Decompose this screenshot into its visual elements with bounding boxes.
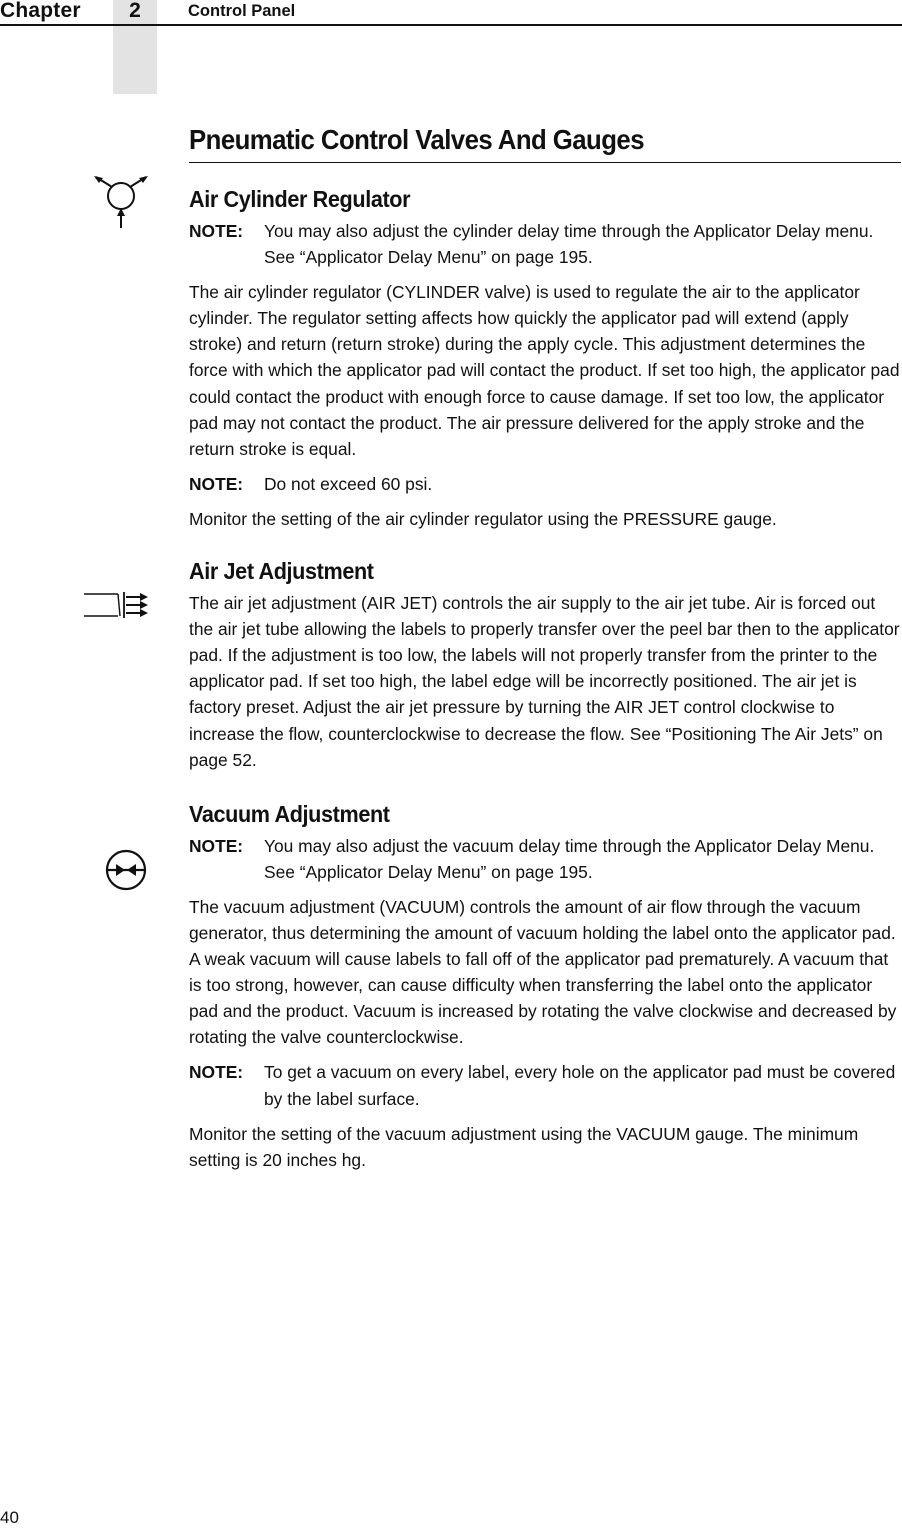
regulator-icon: [92, 172, 152, 230]
page-number: 40: [0, 1508, 19, 1527]
section-vacuum-adjustment: [189, 799, 901, 1173]
section-heading: Air Jet Adjustment: [189, 558, 374, 585]
note-text: To get a vacuum on every label, every hole on the applicator pad must be covered by the label surface.: [264, 1062, 896, 1109]
section-heading: Vacuum Adjustment: [189, 800, 390, 827]
section-air-cylinder-regulator: [189, 184, 901, 532]
note-text: Do not exceed 60 psi.: [264, 473, 433, 494]
chapter-label: Chapter: [0, 0, 81, 22]
note: [189, 1059, 901, 1111]
body-paragraph: Monitor the setting of the air cylinder regulator using the PRESSURE gauge.: [189, 508, 777, 529]
body-paragraph: The vacuum adjustment (VACUUM) controls the amount of air flow through the vacuum generator, thus determining the amount of vacuum holding the label onto the applicator pad. A weak vacuum will cause labels to fall off of the applicator pad prematurely. A vacuum that is too strong, however, can cause difficulty when transferring the label onto the applicator pad and the product. Vacuum is increased by rotating the valve clockwise and decreased by rotating the valve counterclockwise.: [189, 896, 897, 1048]
note: [189, 218, 901, 270]
section-heading: Air Cylinder Regulator: [189, 186, 411, 212]
note-label: NOTE:: [189, 1062, 244, 1083]
note: [189, 833, 901, 885]
page-title: Pneumatic Control Valves And Gauges: [189, 124, 644, 155]
section-title: Control Panel: [188, 2, 296, 20]
body-paragraph: The air jet adjustment (AIR JET) controls the air supply to the air jet tube. Air is forced out the air jet tube allowing the labels to properly transfer over the peel bar then to the applicator pad. If the adjustment is too low, the labels will not properly transfer from the printer to the applicator pad. If set too high, the label edge will be incorrectly positioned. The air jet is factory preset. Adjust the air jet pressure by turning the AIR JET control clockwise to increase the flow, counterclockwise to decrease the flow. See “Positioning The Air Jets” on page 52.: [189, 593, 900, 770]
chapter-tab: [113, 0, 157, 94]
body-paragraph: The air cylinder regulator (CYLINDER valve) is used to regulate the air to the applicator cylinder. The regulator setting affects how quickly the applicator pad will extend (apply stroke) and return (return stroke) during the apply cycle. This adjustment determines the force with which the applicator pad will contact the product. If set too high, the applicator pad could contact the product with enough force to cause damage. If set too low, the applicator pad may not contact the product. The air pressure delivered for the apply stroke and the return stroke is equal.: [189, 282, 900, 459]
section-air-jet-adjustment: [189, 556, 901, 773]
header-rule: [0, 24, 902, 26]
note: [189, 471, 901, 497]
main-content: [189, 120, 901, 1173]
title-rule: [189, 162, 901, 163]
note-label: NOTE:: [189, 221, 244, 241]
note-label: NOTE:: [189, 835, 244, 856]
body-paragraph: Monitor the setting of the vacuum adjustment using the VACUUM gauge. The minimum setting is 20 inches hg.: [189, 1123, 859, 1170]
note-text: You may also adjust the vacuum delay time through the Applicator Delay Menu. See “Applicator Delay Menu” on page 195.: [264, 835, 875, 882]
vacuum-icon: [101, 848, 151, 892]
note-text: You may also adjust the cylinder delay time through the Applicator Delay menu. See “Applicator Delay Menu” on page 195.: [264, 221, 874, 268]
air-jet-icon: [82, 588, 154, 622]
chapter-number: 2: [129, 0, 141, 22]
note-label: NOTE:: [189, 473, 244, 494]
